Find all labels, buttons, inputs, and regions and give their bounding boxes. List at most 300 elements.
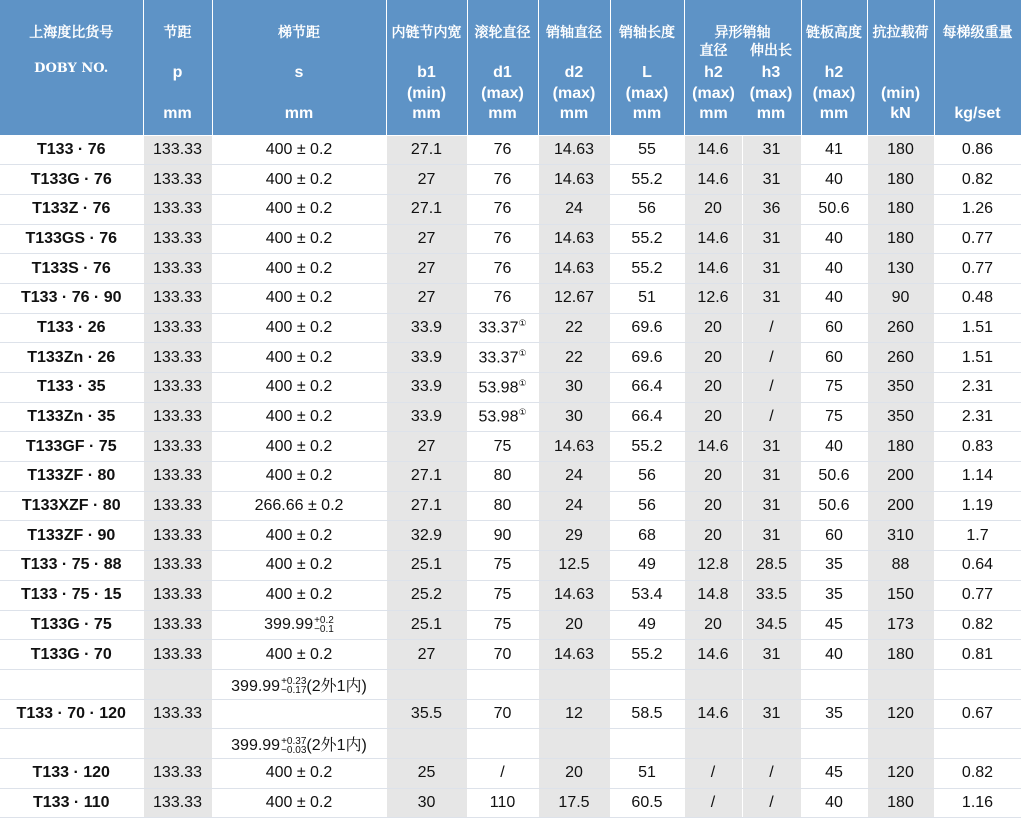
cell-h2 [684, 669, 742, 699]
cell-load: 260 [867, 343, 934, 373]
cell-L: 51 [610, 283, 684, 313]
col-weight-title: 每梯级重量 [942, 24, 1013, 40]
cell-L: 55.2 [610, 432, 684, 462]
tolerance [314, 616, 334, 634]
table-row [0, 283, 1021, 313]
cell-d1 [467, 521, 538, 551]
col-pitch-unit: mm [163, 104, 192, 122]
cell-plate: 40 [801, 788, 867, 818]
cell-d2: 14.63 [538, 254, 610, 284]
cell-step-value: 400 ± 0.2 [265, 556, 333, 574]
cell-h3: 34.5 [742, 610, 801, 640]
cell-weight: 0.83 [934, 432, 1021, 462]
cell-plate [801, 729, 867, 759]
cell-L [610, 729, 684, 759]
cell-d1-value: 33.37 [478, 349, 519, 367]
cell-step [212, 165, 386, 195]
cell-step-value: 400 ± 0.2 [265, 408, 333, 426]
cell-pitch: 133.33 [143, 551, 212, 581]
cell-step-value: 400 ± 0.2 [265, 793, 333, 811]
cell-weight: 0.67 [934, 699, 1021, 729]
cell-load: 200 [867, 491, 934, 521]
cell-L: 51 [610, 758, 684, 788]
cell-step [212, 432, 386, 462]
cell-b1: 27.1 [386, 135, 467, 165]
col-d1-title: 滚轮直径 [474, 24, 531, 40]
cell-step [212, 283, 386, 313]
table-row [0, 699, 1021, 729]
cell-d1 [467, 462, 538, 492]
cell-b1: 33.9 [386, 343, 467, 373]
cell-load: 350 [867, 402, 934, 432]
cell-weight: 0.82 [934, 758, 1021, 788]
table-row [0, 313, 1021, 343]
cell-L: 60.5 [610, 788, 684, 818]
cell-pitch: 133.33 [143, 343, 212, 373]
cell-d2: 30 [538, 402, 610, 432]
cell-pitch: 133.33 [143, 521, 212, 551]
cell-step-value: 400 ± 0.2 [265, 467, 333, 485]
cell-step-value: 400 ± 0.2 [265, 378, 333, 396]
cell-b1: 35.5 [386, 699, 467, 729]
cell-d1 [467, 669, 538, 699]
cell-d1 [467, 283, 538, 313]
cell-d1 [467, 135, 538, 165]
cell-h2: 12.8 [684, 551, 742, 581]
cell-h3: / [742, 373, 801, 403]
cell-weight: 0.82 [934, 610, 1021, 640]
cell-b1: 27.1 [386, 491, 467, 521]
cell-h2: 20 [684, 194, 742, 224]
col-h3-cond: (max) [749, 85, 793, 102]
cell-weight: 0.81 [934, 640, 1021, 670]
cell-step [212, 640, 386, 670]
col-d2-unit: mm [559, 104, 589, 122]
cell-plate: 40 [801, 432, 867, 462]
cell-b1: 33.9 [386, 373, 467, 403]
cell-L: 53.4 [610, 580, 684, 610]
cell-load: 350 [867, 373, 934, 403]
footnote-mark: ① [518, 407, 527, 418]
cell-d1-value: 75 [493, 586, 512, 604]
col-model-title: 上海度比货号 [29, 24, 114, 40]
cell-load [867, 669, 934, 699]
cell-pitch: 133.33 [143, 432, 212, 462]
col-b1-cond: (min) [406, 85, 447, 102]
tolerance-upper: +0.23 [281, 676, 307, 688]
cell-pitch: 133.33 [143, 640, 212, 670]
cell-d1 [467, 402, 538, 432]
col-h3-title: 伸出长 [750, 42, 792, 58]
cell-load: 150 [867, 580, 934, 610]
cell-step [212, 402, 386, 432]
cell-L: 55.2 [610, 165, 684, 195]
cell-plate: 60 [801, 521, 867, 551]
col-step-header [212, 0, 386, 135]
cell-d1-value: 75 [493, 556, 512, 574]
cell-d2: 20 [538, 758, 610, 788]
cell-b1: 33.9 [386, 402, 467, 432]
cell-pitch: 133.33 [143, 788, 212, 818]
cell-model: T133GS · 76 [0, 224, 143, 254]
cell-h3: 28.5 [742, 551, 801, 581]
col-step-sym: s [294, 64, 304, 81]
cell-model: T133Z · 76 [0, 194, 143, 224]
cell-h2: 20 [684, 462, 742, 492]
cell-pitch: 133.33 [143, 283, 212, 313]
cell-pitch [143, 669, 212, 699]
cell-d1 [467, 758, 538, 788]
cell-weight [934, 729, 1021, 759]
cell-b1: 32.9 [386, 521, 467, 551]
cell-load: 180 [867, 194, 934, 224]
cell-d1-value: 76 [493, 289, 512, 307]
col-L-cond: (max) [625, 85, 669, 102]
cell-step-value: 400 ± 0.2 [265, 586, 333, 604]
cell-b1: 27 [386, 432, 467, 462]
cell-h2: / [684, 788, 742, 818]
cell-d1-value: 76 [493, 229, 512, 247]
cell-d2: 22 [538, 343, 610, 373]
cell-L: 55.2 [610, 640, 684, 670]
cell-plate: 35 [801, 580, 867, 610]
cell-b1: 25.2 [386, 580, 467, 610]
col-L-sym: L [642, 64, 652, 81]
table-row [0, 729, 1021, 759]
cell-h3: 31 [742, 432, 801, 462]
cell-weight: 2.31 [934, 402, 1021, 432]
cell-d1-value: 33.37 [478, 319, 519, 337]
cell-h3: 33.5 [742, 580, 801, 610]
cell-d2 [538, 729, 610, 759]
cell-model: T133G · 75 [0, 610, 143, 640]
cell-L: 58.5 [610, 699, 684, 729]
table-row [0, 758, 1021, 788]
cell-pitch: 133.33 [143, 491, 212, 521]
cell-h3: 31 [742, 283, 801, 313]
cell-load: 180 [867, 432, 934, 462]
col-h2-cond: (max) [692, 85, 735, 102]
cell-load: 180 [867, 165, 934, 195]
cell-h2: 20 [684, 313, 742, 343]
cell-d2: 29 [538, 521, 610, 551]
cell-plate: 40 [801, 283, 867, 313]
cell-weight: 1.7 [934, 521, 1021, 551]
cell-L [610, 669, 684, 699]
col-load-header [867, 0, 934, 135]
cell-step [212, 699, 386, 729]
cell-step-value: 400 ± 0.2 [265, 318, 333, 336]
cell-pitch: 133.33 [143, 165, 212, 195]
table-row [0, 551, 1021, 581]
cell-d2: 14.63 [538, 432, 610, 462]
cell-h2: 20 [684, 402, 742, 432]
cell-h2: 14.6 [684, 699, 742, 729]
col-h3-sym: h3 [761, 64, 781, 81]
cell-h3 [742, 669, 801, 699]
cell-step [212, 610, 386, 640]
cell-model: T133 · 75 · 88 [0, 551, 143, 581]
cell-d2: 14.63 [538, 580, 610, 610]
cell-step [212, 580, 386, 610]
cell-h2: 20 [684, 610, 742, 640]
cell-model [0, 669, 143, 699]
cell-L: 66.4 [610, 373, 684, 403]
table-row [0, 788, 1021, 818]
table-row [0, 135, 1021, 165]
col-b1-unit: mm [412, 104, 441, 122]
cell-pitch: 133.33 [143, 224, 212, 254]
cell-weight: 1.26 [934, 194, 1021, 224]
cell-weight: 0.86 [934, 135, 1021, 165]
cell-model: T133 · 120 [0, 758, 143, 788]
cell-load [867, 729, 934, 759]
cell-pitch: 133.33 [143, 135, 212, 165]
cell-d1 [467, 313, 538, 343]
cell-d2: 14.63 [538, 640, 610, 670]
cell-step-value: 400 ± 0.2 [265, 140, 333, 158]
col-d1-header [467, 0, 538, 135]
cell-h2: 20 [684, 491, 742, 521]
col-pitch-title: 节距 [163, 24, 192, 40]
table-row [0, 491, 1021, 521]
table-row [0, 669, 1021, 699]
cell-d1 [467, 788, 538, 818]
col-weight-header [934, 0, 1021, 135]
col-d2-cond: (max) [552, 85, 596, 102]
cell-weight: 0.77 [934, 254, 1021, 284]
cell-plate: 35 [801, 551, 867, 581]
col-plate-sym: h2 [824, 64, 844, 81]
cell-pitch: 133.33 [143, 699, 212, 729]
cell-pitch: 133.33 [143, 462, 212, 492]
cell-L: 69.6 [610, 313, 684, 343]
cell-L: 56 [610, 462, 684, 492]
cell-L: 55.2 [610, 224, 684, 254]
cell-h2: 14.6 [684, 254, 742, 284]
cell-b1: 27 [386, 165, 467, 195]
cell-model: T133 · 75 · 15 [0, 580, 143, 610]
cell-d1-value: 76 [493, 170, 512, 188]
cell-step [212, 343, 386, 373]
cell-step [212, 194, 386, 224]
cell-h2: 20 [684, 373, 742, 403]
cell-step [212, 521, 386, 551]
cell-h2 [684, 729, 742, 759]
cell-d1-value: 110 [489, 793, 516, 811]
cell-load: 310 [867, 521, 934, 551]
cell-d1 [467, 343, 538, 373]
tolerance-upper: +0.37 [281, 735, 307, 747]
col-L-title: 销轴长度 [619, 24, 675, 40]
cell-plate: 40 [801, 254, 867, 284]
table-row [0, 432, 1021, 462]
cell-step [212, 313, 386, 343]
cell-d2: 24 [538, 491, 610, 521]
cell-h3: / [742, 343, 801, 373]
cell-model: T133ZF · 80 [0, 462, 143, 492]
cell-L: 69.6 [610, 343, 684, 373]
cell-h2: 14.8 [684, 580, 742, 610]
cell-d2: 20 [538, 610, 610, 640]
cell-pitch: 133.33 [143, 580, 212, 610]
cell-model: T133G · 70 [0, 640, 143, 670]
cell-d1-value: 75 [493, 615, 512, 633]
col-load-unit: kN [890, 104, 911, 122]
cell-h3: 31 [742, 699, 801, 729]
cell-h3: 31 [742, 135, 801, 165]
cell-model: T133G · 76 [0, 165, 143, 195]
col-h3-unit: mm [756, 104, 786, 122]
table-row [0, 254, 1021, 284]
cell-d1-value: 76 [493, 200, 512, 218]
cell-d1 [467, 194, 538, 224]
cell-b1: 27.1 [386, 194, 467, 224]
cell-h2: 14.6 [684, 224, 742, 254]
col-b1-title: 内链节内宽 [391, 24, 462, 40]
tolerance [281, 737, 306, 755]
cell-pitch: 133.33 [143, 313, 212, 343]
cell-L: 49 [610, 610, 684, 640]
cell-step-value: 400 ± 0.2 [265, 200, 333, 218]
col-pitch-sym: p [172, 64, 183, 81]
cell-step [212, 669, 386, 699]
cell-step-value: 400 ± 0.2 [265, 348, 333, 366]
cell-plate: 41 [801, 135, 867, 165]
cell-h3: 36 [742, 194, 801, 224]
table-row [0, 610, 1021, 640]
col-weight-unit: kg/set [954, 104, 1001, 122]
tolerance-lower: −0.1 [314, 623, 334, 635]
cell-h3: 31 [742, 254, 801, 284]
cell-step [212, 462, 386, 492]
cell-weight: 1.16 [934, 788, 1021, 818]
cell-step [212, 758, 386, 788]
cell-h3: 31 [742, 521, 801, 551]
table-row [0, 521, 1021, 551]
cell-model: T133XZF · 80 [0, 491, 143, 521]
col-L-header [610, 0, 684, 135]
cell-d1-value: 70 [493, 645, 512, 663]
cell-h2: 14.6 [684, 640, 742, 670]
cell-plate: 40 [801, 224, 867, 254]
cell-d1 [467, 373, 538, 403]
cell-d2: 24 [538, 194, 610, 224]
cell-pitch: 133.33 [143, 402, 212, 432]
cell-step-value: 400 ± 0.2 [265, 259, 333, 277]
cell-d1 [467, 699, 538, 729]
cell-plate: 50.6 [801, 194, 867, 224]
cell-model: T133Zn · 26 [0, 343, 143, 373]
cell-pitch: 133.33 [143, 610, 212, 640]
cell-b1: 27.1 [386, 462, 467, 492]
table-row [0, 343, 1021, 373]
cell-h3: 31 [742, 491, 801, 521]
col-h2-unit: mm [699, 104, 728, 122]
cell-d1-value: / [500, 764, 505, 782]
cell-d2: 12.67 [538, 283, 610, 313]
cell-step [212, 491, 386, 521]
cell-L: 49 [610, 551, 684, 581]
cell-weight: 0.77 [934, 580, 1021, 610]
col-model-sub: DOBY NO. [34, 61, 109, 76]
cell-step [212, 373, 386, 403]
cell-d1 [467, 640, 538, 670]
table-body [0, 135, 1021, 818]
cell-plate: 50.6 [801, 491, 867, 521]
cell-weight: 2.31 [934, 373, 1021, 403]
cell-d2 [538, 669, 610, 699]
cell-h3: / [742, 402, 801, 432]
cell-L: 56 [610, 194, 684, 224]
cell-model: T133GF · 75 [0, 432, 143, 462]
col-d2-header [538, 0, 610, 135]
cell-h3: 31 [742, 462, 801, 492]
cell-plate: 60 [801, 343, 867, 373]
cell-d1-value: 80 [493, 467, 512, 485]
footnote-mark: ① [518, 318, 527, 329]
cell-pitch: 133.33 [143, 194, 212, 224]
cell-model: T133ZF · 90 [0, 521, 143, 551]
cell-model: T133Zn · 35 [0, 402, 143, 432]
tolerance-upper: +0.2 [314, 614, 334, 626]
cell-plate: 40 [801, 640, 867, 670]
cell-model: T133 · 70 · 120 [0, 699, 143, 729]
cell-d2: 12.5 [538, 551, 610, 581]
cell-plate: 45 [801, 610, 867, 640]
cell-plate: 35 [801, 699, 867, 729]
cell-plate: 75 [801, 373, 867, 403]
cell-d1-value: 90 [493, 526, 512, 544]
cell-h3: 31 [742, 224, 801, 254]
cell-h3: / [742, 313, 801, 343]
cell-d1 [467, 254, 538, 284]
cell-model: T133S · 76 [0, 254, 143, 284]
cell-d2: 30 [538, 373, 610, 403]
cell-L: 56 [610, 491, 684, 521]
cell-d1-value: 80 [493, 497, 512, 515]
cell-step [212, 254, 386, 284]
cell-d1-value: 76 [493, 259, 512, 277]
table-row [0, 462, 1021, 492]
cell-L: 68 [610, 521, 684, 551]
col-plate-header [801, 0, 867, 135]
col-model-header [0, 0, 143, 135]
cell-plate: 50.6 [801, 462, 867, 492]
col-pitch-header [143, 0, 212, 135]
cell-step-value: 399.99 [231, 737, 281, 755]
cell-step [212, 551, 386, 581]
cell-weight [934, 669, 1021, 699]
cell-d2: 24 [538, 462, 610, 492]
col-d2-sym: d2 [564, 64, 584, 81]
table-header [0, 0, 1021, 135]
cell-d1 [467, 580, 538, 610]
table-row [0, 373, 1021, 403]
cell-b1: 25.1 [386, 610, 467, 640]
col-plate-cond: (max) [812, 85, 856, 102]
cell-d1 [467, 610, 538, 640]
footnote-mark: ① [518, 347, 527, 358]
cell-h2: 14.6 [684, 165, 742, 195]
col-d2-title: 销轴直径 [546, 24, 602, 40]
cell-load: 180 [867, 224, 934, 254]
cell-d2: 14.63 [538, 224, 610, 254]
cell-plate: 75 [801, 402, 867, 432]
col-d1-cond: (max) [481, 85, 524, 102]
cell-h3: 31 [742, 165, 801, 195]
cell-d1 [467, 491, 538, 521]
